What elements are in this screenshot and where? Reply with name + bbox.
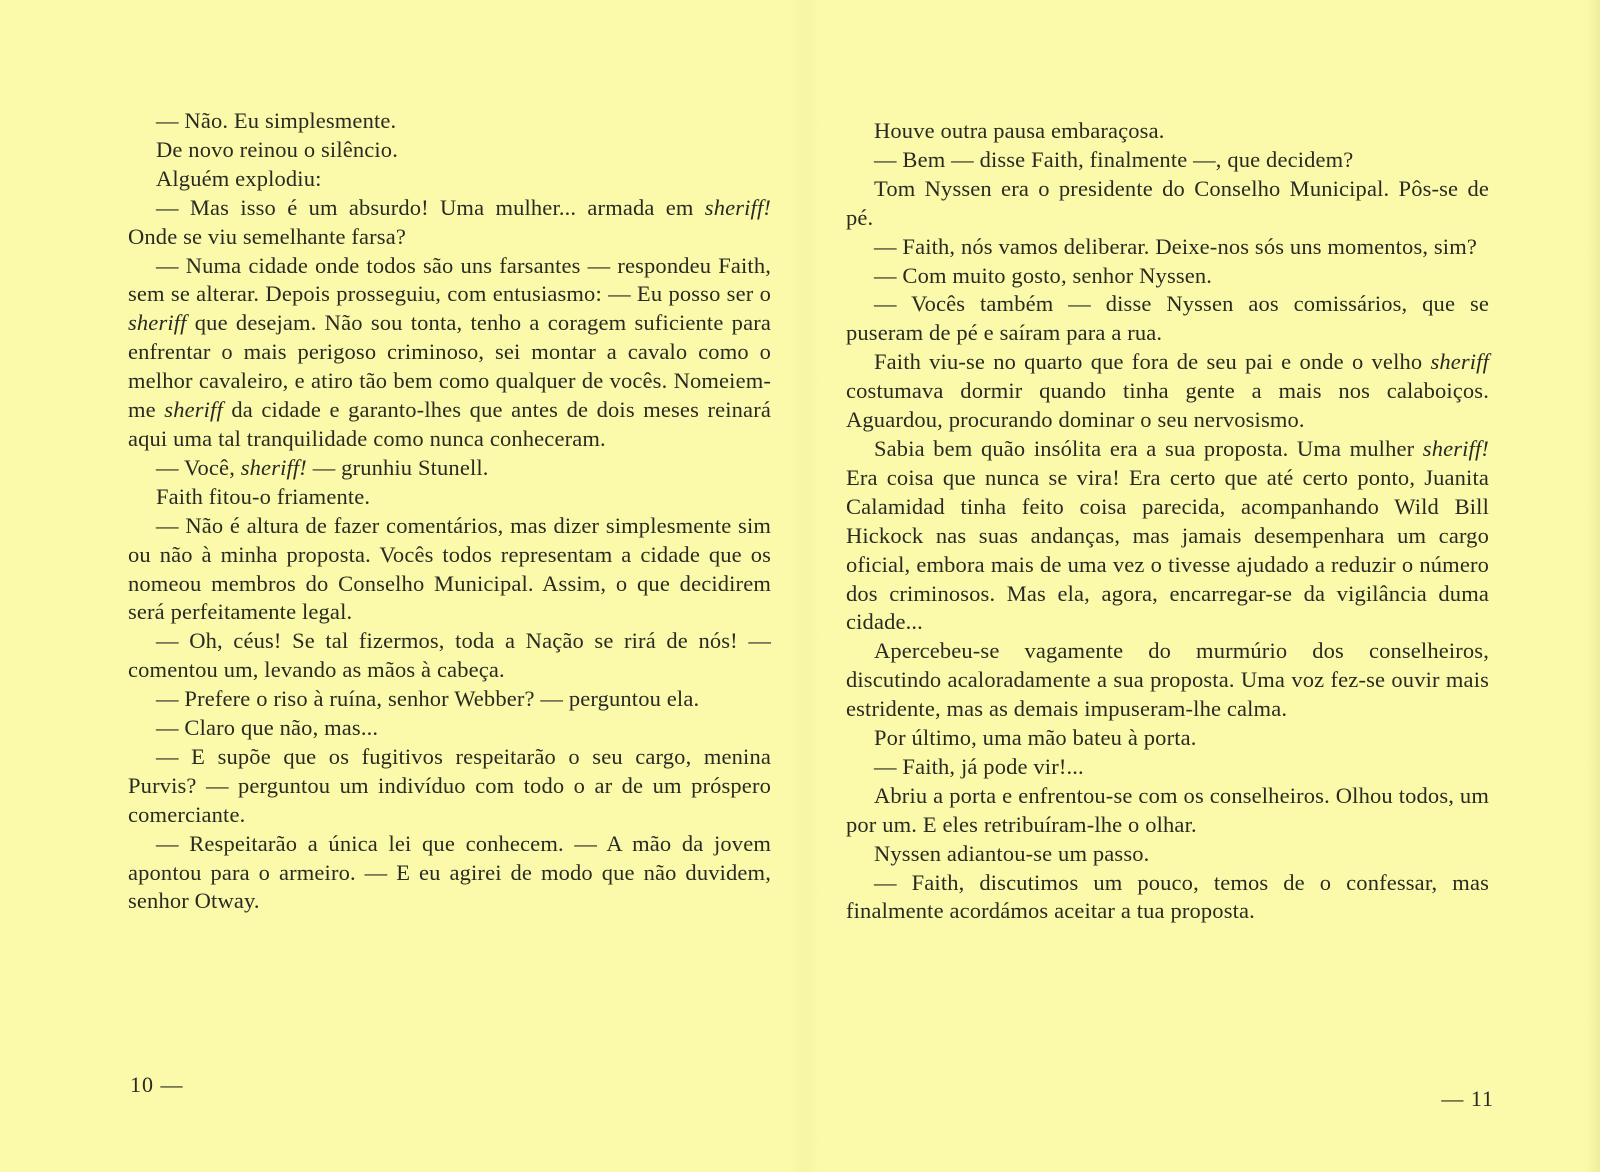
paragraph: [128, 165, 771, 194]
page-number-right: — 11: [1441, 1086, 1494, 1111]
left-page: [128, 107, 771, 916]
paragraph: [128, 136, 771, 165]
paragraph: [846, 753, 1489, 782]
text-run: Faith fitou-o friamente.: [156, 483, 371, 509]
paragraph: [846, 435, 1489, 637]
text-run: Abriu a porta e enfrentou-se com os conselheiros. Olhou todos, um por um. E eles retribuíram-lhe o olhar.: [846, 782, 1489, 837]
text-run: — Você,: [156, 454, 241, 480]
text-run: Faith viu-se no quarto que fora de seu pai e onde o velho: [874, 349, 1431, 375]
paragraph: [128, 512, 771, 628]
paragraph: [846, 262, 1489, 291]
paragraph: [128, 194, 771, 252]
page-number-left: 10 —: [130, 1072, 184, 1097]
paragraph: [128, 483, 771, 512]
paragraph: [128, 454, 771, 483]
text-run: Tom Nyssen era o presidente do Conselho Municipal. Pôs-se de pé.: [846, 175, 1489, 230]
paragraph: [846, 869, 1489, 927]
text-run: — Vocês também — disse Nyssen aos comissários, que se puseram de pé e saíram para a rua.: [846, 291, 1489, 346]
text-run: Apercebeu-se vagamente do murmúrio dos conselheiros, discutindo acaloradamente a sua proposta. Uma voz fez-se ouvir mais estridente, mas as demais impuseram-lhe calma.: [846, 638, 1489, 722]
italic-text: sheriff!: [1422, 435, 1489, 461]
text-run: — E supõe que os fugitivos respeitarão o seu cargo, menina Purvis? — perguntou um indivíduo com todo o ar de um próspero comerciante.: [128, 743, 771, 827]
italic-text: sheriff: [1430, 349, 1489, 375]
paragraph: [846, 348, 1489, 435]
text-run: — Respeitarão a única lei que conhecem. — A mão da jovem apontou para o armeiro. — E eu agirei de modo que não duvidem, senhor Otway.: [128, 830, 771, 914]
text-run: — Com muito gosto, senhor Nyssen.: [874, 262, 1213, 288]
right-page: [846, 117, 1489, 926]
text-run: — Bem — disse Faith, finalmente —, que decidem?: [874, 146, 1354, 172]
paragraph: [846, 117, 1489, 146]
text-run: — Numa cidade onde todos são uns farsantes — respondeu Faith, sem se alterar. Depois prosseguiu, com entusiasmo: — Eu posso ser o: [128, 252, 771, 307]
paragraph: [128, 714, 771, 743]
italic-text: sheriff: [164, 397, 223, 423]
text-run: — Claro que não, mas...: [156, 715, 379, 741]
paragraph: [128, 252, 771, 454]
paragraph: [846, 146, 1489, 175]
paragraph: [846, 840, 1489, 869]
page-edge-shadow: [1586, 0, 1600, 1172]
paragraph: [128, 685, 771, 714]
text-run: Houve outra pausa embaraçosa.: [874, 118, 1165, 143]
paragraph: [846, 290, 1489, 348]
text-run: — grunhiu Stunell.: [306, 454, 489, 480]
italic-text: sheriff!: [704, 194, 771, 220]
text-run: que desejam. Não sou tonta, tenho a coragem suficiente para enfrentar o mais perigoso criminoso, sei montar a cavalo como o melhor cavaleiro, e atiro tão bem como qualquer de vocês. Nomeiem-me: [128, 310, 771, 423]
paragraph: [128, 830, 771, 917]
text-run: costumava dormir quando tinha gente a mais nos calaboiços. Aguardou, procurando dominar o seu nervosismo.: [846, 378, 1489, 433]
text-run: — Não. Eu simplesmente.: [156, 108, 397, 133]
text-run: Era coisa que nunca se vira! Era certo que até certo ponto, Juanita Calamidad tinha feito coisa parecida, acompanhando Wild Bill Hickock nas suas andanças, mas jamais desempenhara um cargo oficial, embora mais de uma vez o tivesse ajudado a reduzir o número dos criminosos. Mas ela, agora, encarregar-se da vigilância duma cidade...: [846, 464, 1489, 635]
text-run: Sabia bem quão insólita era a sua proposta. Uma mulher: [874, 435, 1423, 461]
text-run: Alguém explodiu:: [156, 165, 322, 191]
text-run: da cidade e garanto-lhes que antes de dois meses reinará aqui uma tal tranquilidade como nunca conheceram.: [128, 397, 771, 451]
paragraph: [846, 637, 1489, 724]
paragraph: [128, 107, 771, 136]
italic-text: sheriff: [128, 310, 187, 336]
text-run: — Faith, nós vamos deliberar. Deixe-nos sós uns momentos, sim?: [874, 233, 1477, 259]
text-run: Por último, uma mão bateu à porta.: [874, 725, 1197, 751]
paragraph: [128, 743, 771, 830]
text-run: — Faith, discutimos um pouco, temos de o confessar, mas finalmente acordámos aceitar a tua proposta.: [846, 869, 1489, 924]
paragraph: [846, 724, 1489, 753]
text-run: — Faith, já pode vir!...: [874, 753, 1084, 779]
text-run: — Prefere o riso à ruína, senhor Webber? — perguntou ela.: [156, 686, 700, 712]
paragraph: [846, 233, 1489, 262]
text-run: Nyssen adiantou-se um passo.: [874, 840, 1150, 866]
text-run: — Não é altura de fazer comentários, mas dizer simplesmente sim ou não à minha proposta. Vocês todos representam a cidade que os nomeou membros do Conselho Municipal. Assim, o que decidirem será perfeitamente legal.: [128, 512, 771, 625]
gutter-shadow: [790, 0, 820, 1172]
text-run: Onde se viu semelhante farsa?: [128, 223, 406, 249]
text-run: — Mas isso é um absurdo! Uma mulher... armada em: [156, 194, 705, 220]
text-run: — Oh, céus! Se tal fizermos, toda a Nação se rirá de nós! — comentou um, levando as mãos à cabeça.: [128, 628, 771, 683]
paragraph: [128, 627, 771, 685]
paragraph: [846, 782, 1489, 840]
paragraph: [846, 175, 1489, 233]
italic-text: sheriff!: [240, 454, 307, 480]
text-run: De novo reinou o silêncio.: [156, 136, 398, 162]
